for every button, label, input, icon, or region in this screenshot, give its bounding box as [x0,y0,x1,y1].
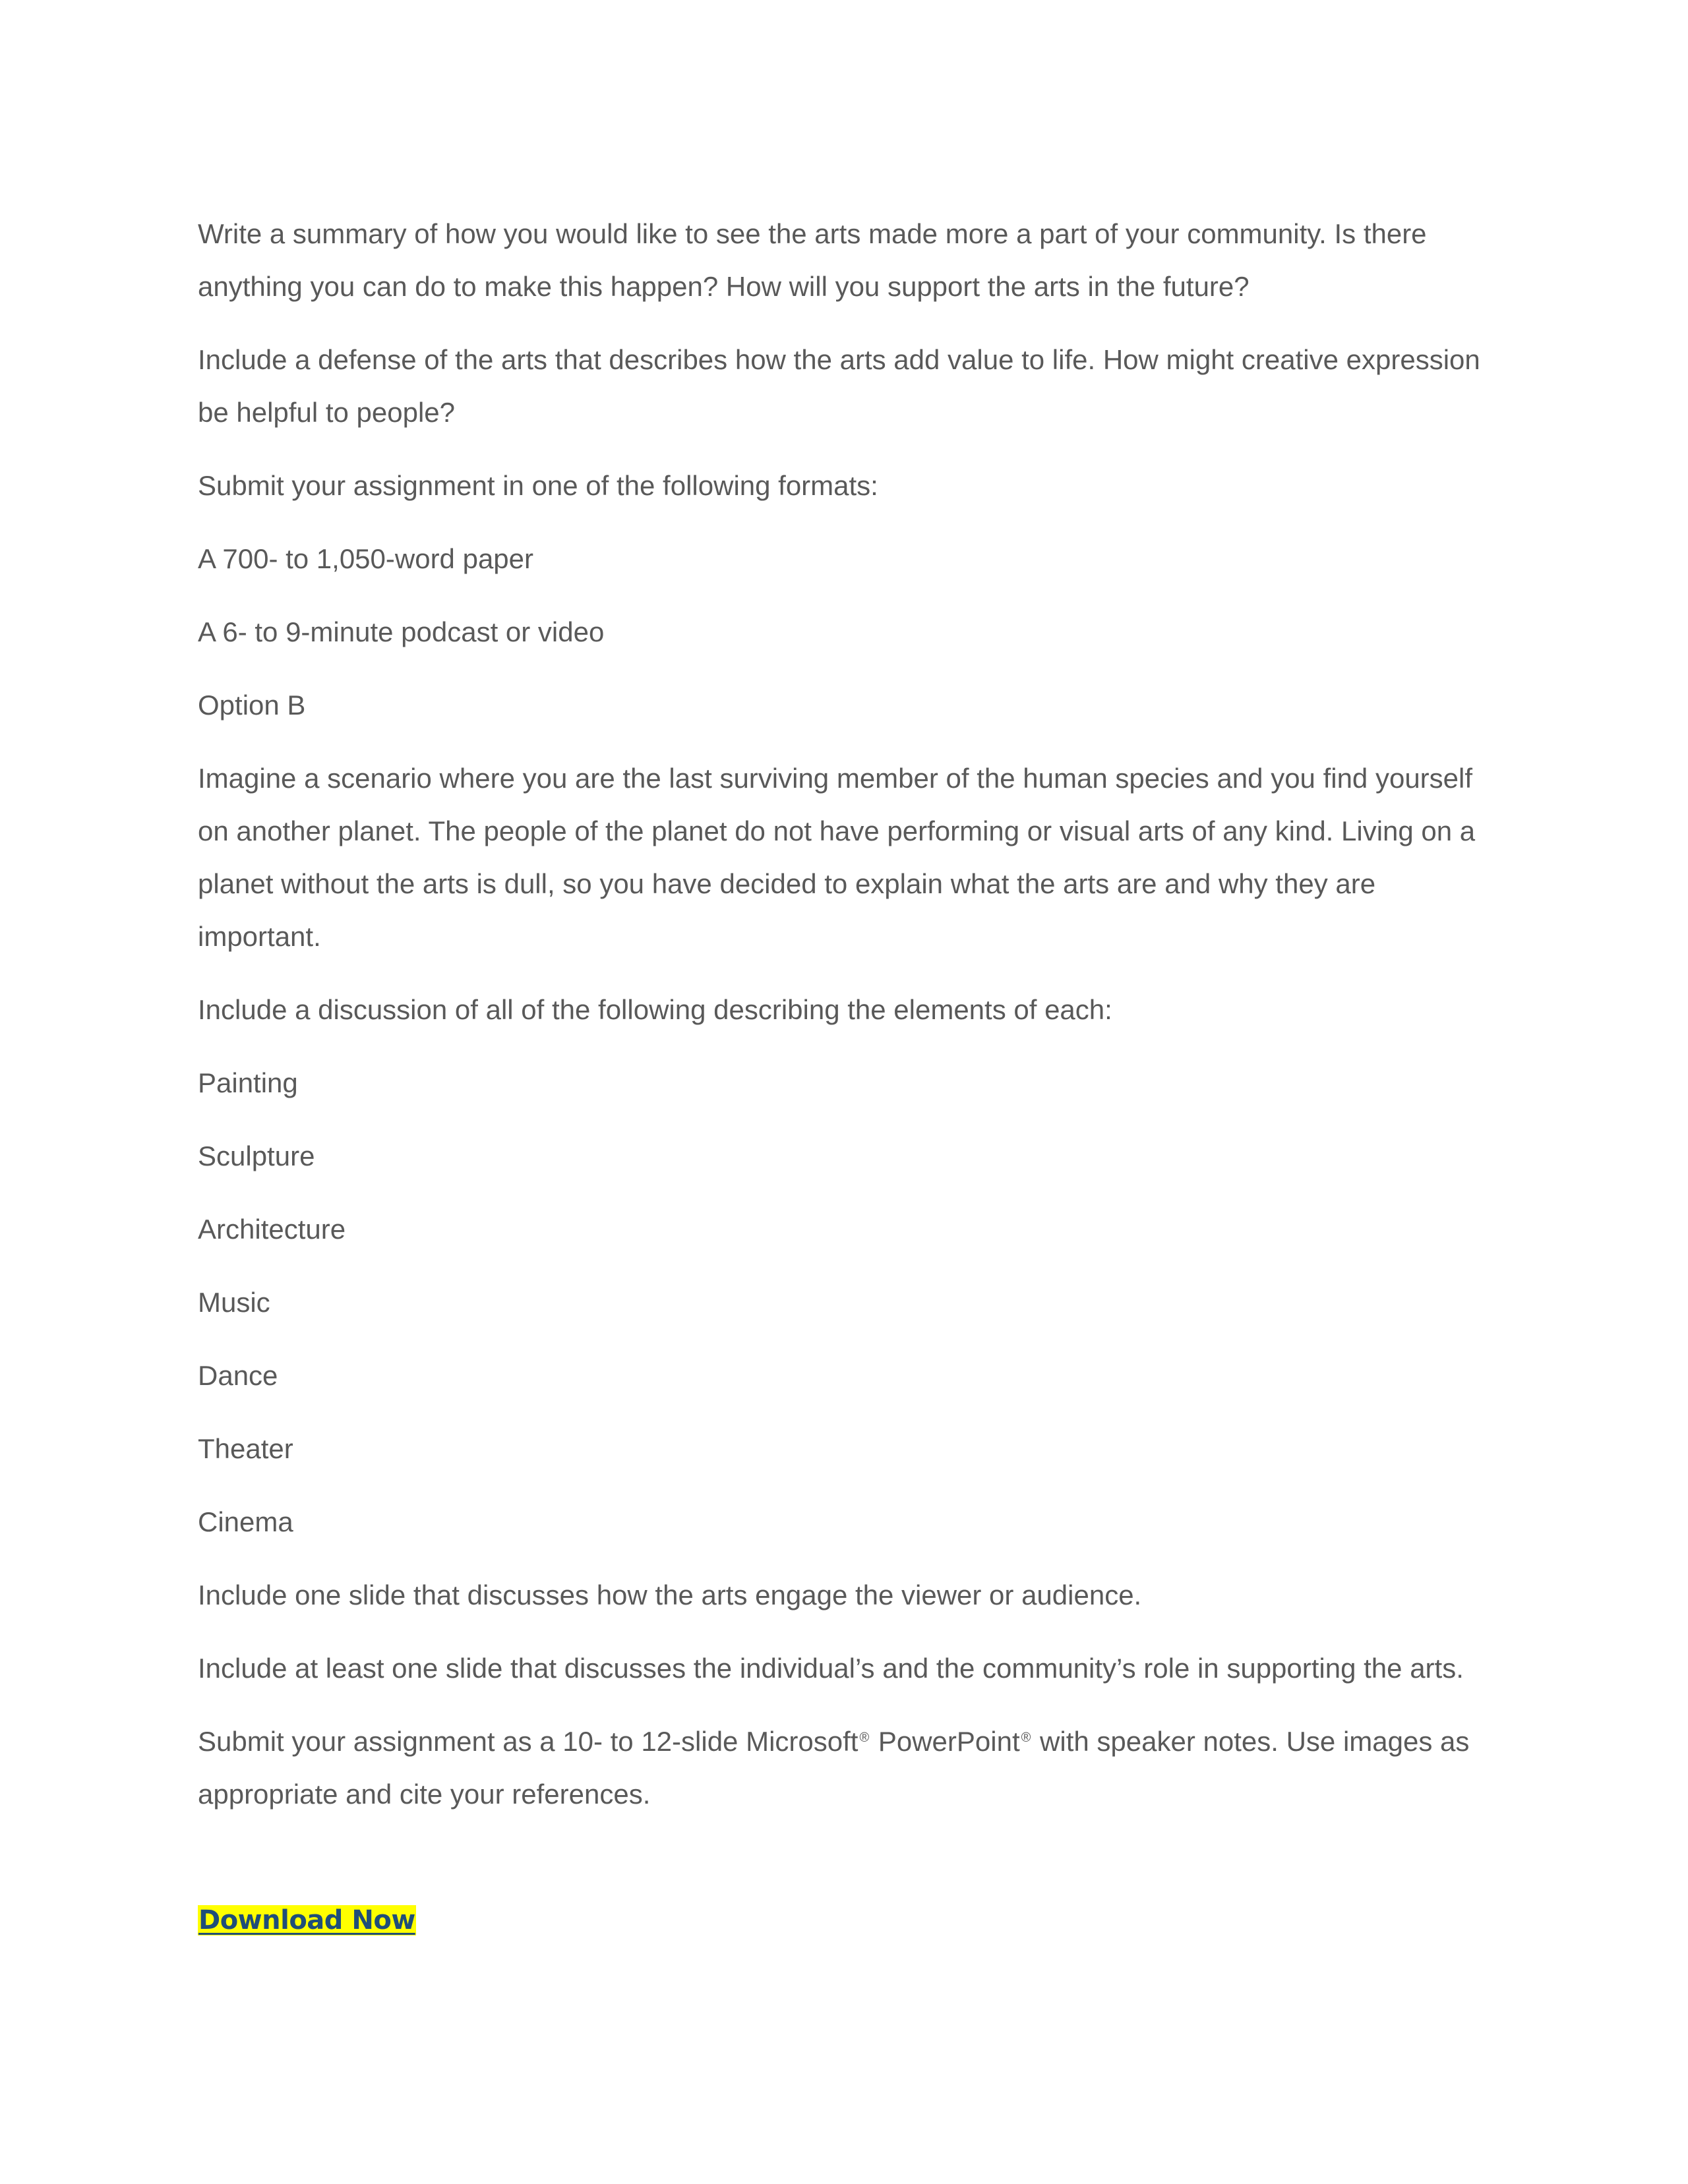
document-body [198,208,1503,1841]
format-option-paper: A 700- to 1,050-word paper [198,543,534,574]
art-form-cinema: Cinema [198,1506,293,1537]
paragraph-submit-powerpoint [198,1715,1503,1821]
paragraph-community-summary: Write a summary of how you would like to see the arts made more a part of your community. Is there anything you can do to make this happen? How will you support the arts in the future? [198,218,1427,302]
format-option-podcast: A 6- to 9-minute podcast or video [198,616,605,647]
art-form-sculpture: Sculpture [198,1140,315,1171]
art-form-dance: Dance [198,1360,278,1391]
option-b-heading: Option B [198,690,306,721]
submit-text-part1: Submit your assignment as a 10- to 12-slide Microsoft [198,1726,859,1757]
art-form-painting: Painting [198,1067,298,1098]
art-form-music: Music [198,1287,270,1318]
registered-mark: ® [1021,1730,1031,1745]
download-section [198,1902,416,1939]
paragraph-engage-slide: Include one slide that discusses how the arts engage the viewer or audience. [198,1579,1142,1610]
paragraph-discussion-intro: Include a discussion of all of the following describing the elements of each: [198,994,1112,1025]
download-now-link[interactable]: Download Now [198,1905,415,1935]
art-form-architecture: Architecture [198,1214,346,1245]
paragraph-role-slide: Include at least one slide that discusses the individual’s and the community’s role in supporting the arts. [198,1653,1464,1684]
submit-text-part3: with speaker notes. Use images as appropriate and cite your references. [198,1726,1470,1810]
paragraph-submit-formats: Submit your assignment in one of the following formats: [198,470,878,501]
paragraph-scenario: Imagine a scenario where you are the last surviving member of the human species and you find yourself on another planet. The people of the planet do not have performing or visual arts of any kind. Living on a planet without the arts is dull, so you have decided to explain what the arts are and why they are important. [198,763,1476,952]
submit-text-part2: PowerPoint [870,1726,1020,1757]
registered-mark: ® [859,1730,870,1745]
paragraph-defense-of-arts: Include a defense of the arts that describes how the arts add value to life. How might creative expression be helpful to people? [198,344,1480,428]
art-form-theater: Theater [198,1433,293,1464]
